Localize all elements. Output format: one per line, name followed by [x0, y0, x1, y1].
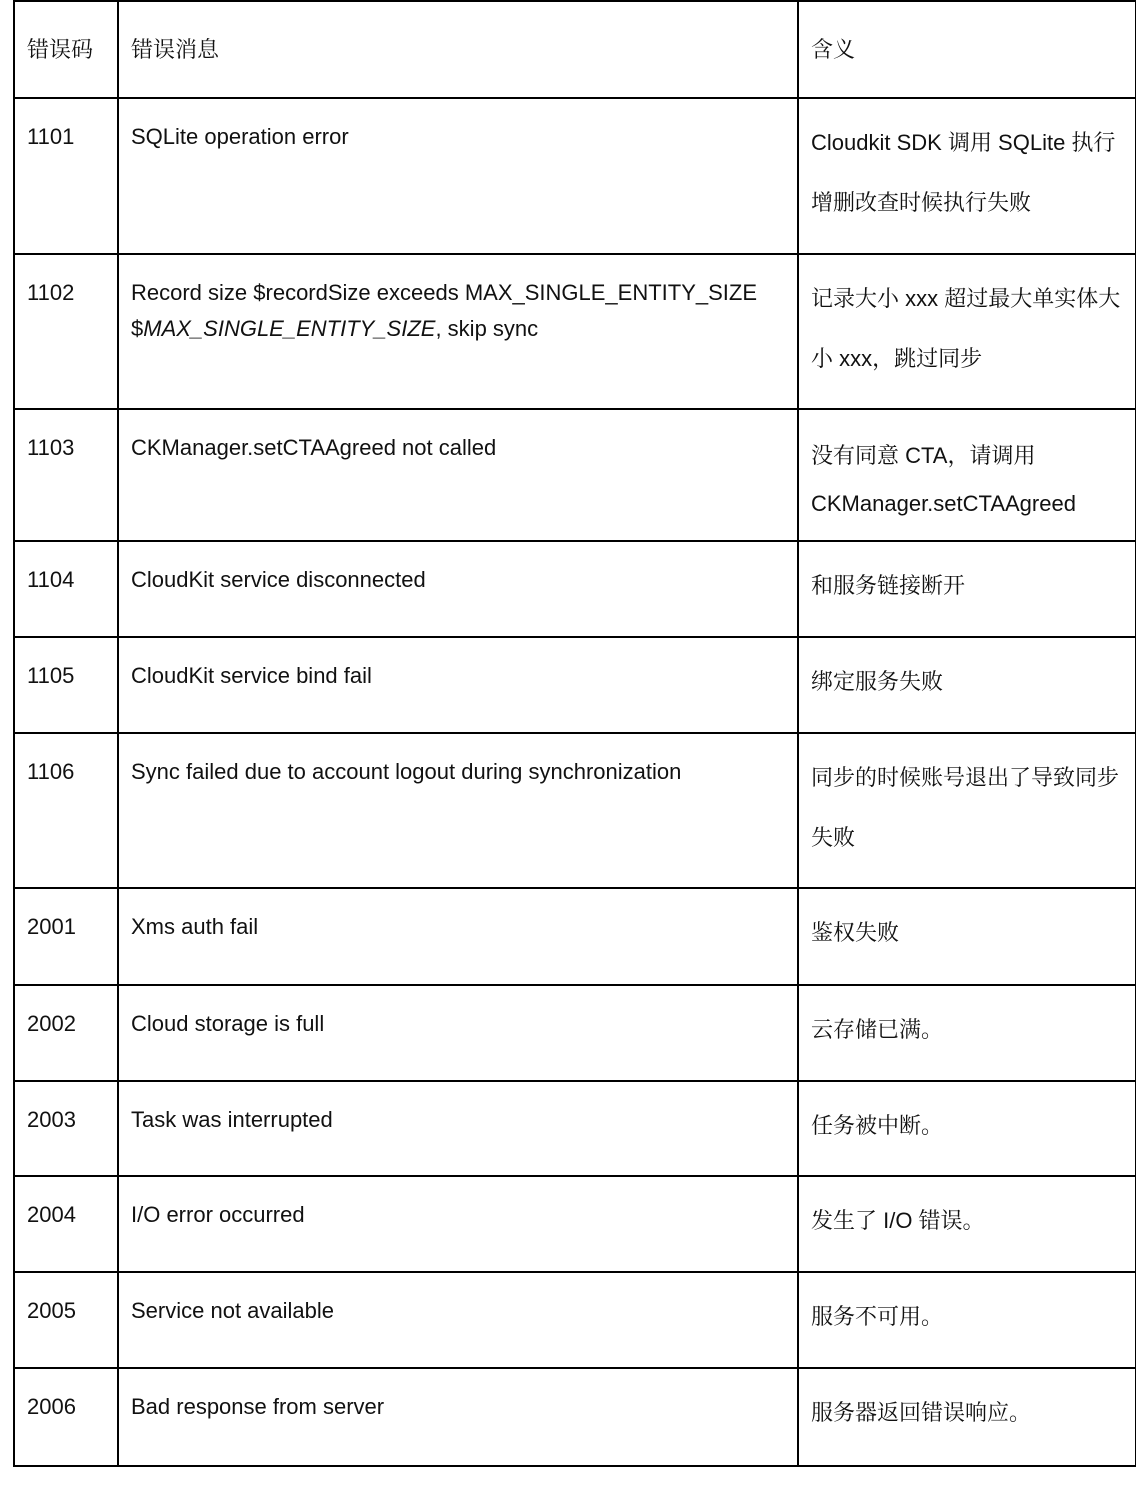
table-row: [14, 1272, 1136, 1368]
error-code: 1106: [14, 733, 118, 888]
error-message: CKManager.setCTAAgreed not called: [118, 409, 798, 541]
error-meaning: 记录大小 xxx 超过最大单实体大小 xxx，跳过同步: [798, 254, 1136, 409]
header-code: 错误码: [14, 1, 118, 98]
table-row: [14, 98, 1136, 254]
error-message: CloudKit service disconnected: [118, 541, 798, 637]
table-row: [14, 1081, 1136, 1176]
error-code: 1105: [14, 637, 118, 733]
error-code: 1103: [14, 409, 118, 541]
table-row: [14, 888, 1136, 985]
error-code: 2006: [14, 1368, 118, 1466]
error-message: I/O error occurred: [118, 1176, 798, 1272]
error-meaning: 和服务链接断开: [798, 541, 1136, 637]
error-meaning: 鉴权失败: [798, 888, 1136, 985]
error-message: SQLite operation error: [118, 98, 798, 254]
error-code: 2005: [14, 1272, 118, 1368]
error-message: CloudKit service bind fail: [118, 637, 798, 733]
header-meaning: 含义: [798, 1, 1136, 98]
table-row: [14, 985, 1136, 1081]
error-message: Xms auth fail: [118, 888, 798, 985]
error-code: 2001: [14, 888, 118, 985]
error-meaning: 任务被中断。: [798, 1081, 1136, 1176]
table-row: [14, 254, 1136, 409]
error-message-text: Record size $recordSize exceeds MAX_SINGLE_ENTITY_SIZE $: [131, 280, 758, 341]
error-code: 2004: [14, 1176, 118, 1272]
error-code: 2003: [14, 1081, 118, 1176]
error-meaning: 服务器返回错误响应。: [798, 1368, 1136, 1466]
error-message-suffix: , skip sync: [435, 316, 539, 341]
error-meaning: 同步的时候账号退出了导致同步失败: [798, 733, 1136, 888]
table-row: [14, 1368, 1136, 1466]
error-meaning: Cloudkit SDK 调用 SQLite 执行增删改查时候执行失败: [798, 98, 1136, 254]
error-meaning: 服务不可用。: [798, 1272, 1136, 1368]
error-message: [118, 254, 798, 409]
table-row: [14, 541, 1136, 637]
error-code: 1104: [14, 541, 118, 637]
error-meaning: 云存储已满。: [798, 985, 1136, 1081]
table-row: [14, 733, 1136, 888]
error-message-italic: MAX_SINGLE_ENTITY_SIZE: [143, 316, 436, 341]
error-code-table: [13, 0, 1136, 1467]
table-row: [14, 409, 1136, 541]
error-message: Cloud storage is full: [118, 985, 798, 1081]
error-message: Sync failed due to account logout during synchronization: [118, 733, 798, 888]
header-message: 错误消息: [118, 1, 798, 98]
error-code: 1101: [14, 98, 118, 254]
table-row: [14, 637, 1136, 733]
error-meaning: 发生了 I/O 错误。: [798, 1176, 1136, 1272]
error-message: Task was interrupted: [118, 1081, 798, 1176]
error-meaning: 绑定服务失败: [798, 637, 1136, 733]
table-header-row: [14, 1, 1136, 98]
error-message: Bad response from server: [118, 1368, 798, 1466]
error-message: Service not available: [118, 1272, 798, 1368]
error-code: 2002: [14, 985, 118, 1081]
error-meaning: 没有同意 CTA，请调用CKManager.setCTAAgreed: [798, 409, 1136, 541]
error-code: 1102: [14, 254, 118, 409]
table-row: [14, 1176, 1136, 1272]
